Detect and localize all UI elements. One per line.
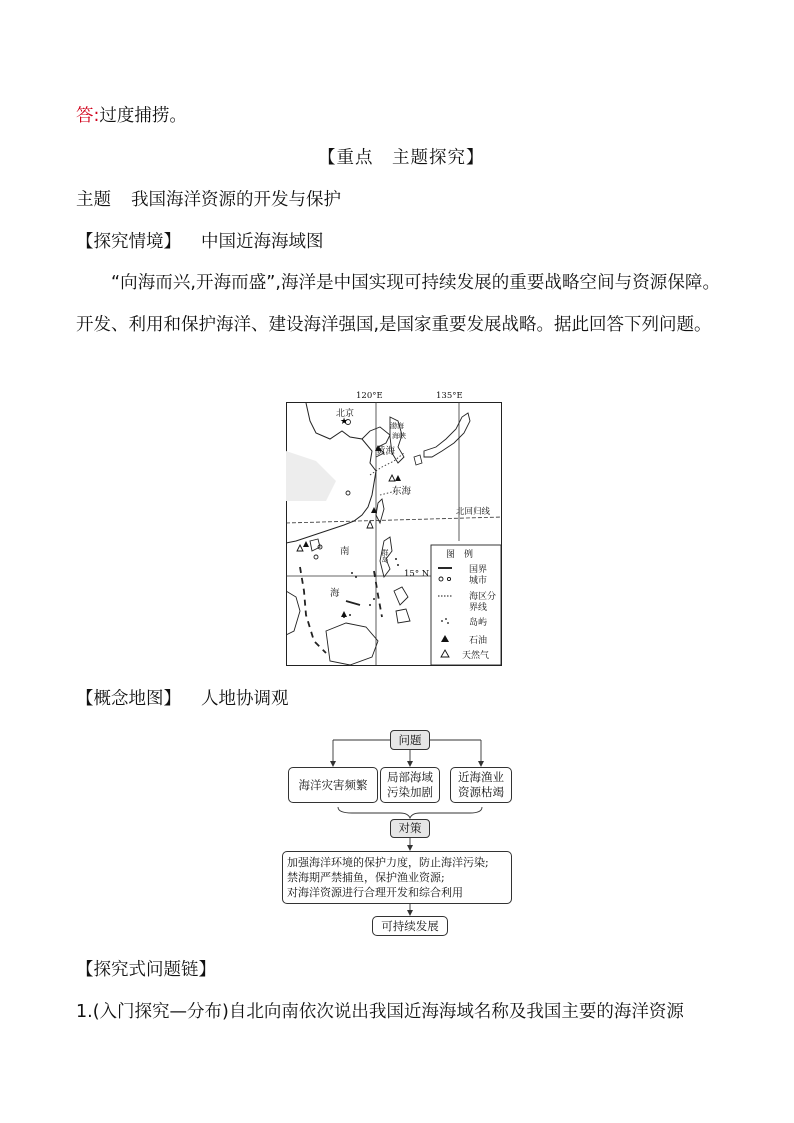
issue-node-disasters: 海洋灾害频繁 bbox=[288, 767, 378, 803]
measure-line-2: 禁海期严禁捕鱼，保护渔业资源; bbox=[287, 871, 445, 884]
beijing-label: 北京 bbox=[336, 409, 355, 419]
answer-line bbox=[76, 104, 187, 128]
legend-border: 国界 bbox=[469, 565, 488, 575]
intro-paragraph: “向海而兴,开海而盛”,海洋是中国实现可持续发展的重要战略空间与资源保障。开发、利用和保护海洋、建设海洋强国,是国家重要发展战略。据此回答下列问题。 bbox=[76, 273, 720, 335]
tropic-label: 北回归线 bbox=[456, 507, 491, 517]
concept-map-diagram bbox=[276, 725, 516, 940]
concept-label: 【概念地图】 bbox=[76, 689, 181, 709]
measure-line-3: 对海洋资源进行合理开发和综合利用 bbox=[287, 886, 463, 899]
scenario-line bbox=[76, 230, 324, 254]
concept-title: 人地协调观 bbox=[201, 689, 289, 709]
goal-node: 可持续发展 bbox=[372, 916, 448, 936]
legend-sea-boundary-2: 界线 bbox=[469, 603, 488, 613]
answer-text: 过度捕捞。 bbox=[99, 106, 187, 126]
issue-pollution-line1: 局部海域 bbox=[387, 770, 433, 784]
china-seas-map bbox=[286, 391, 502, 666]
question-chain-label: 【探究式问题链】 bbox=[76, 960, 216, 980]
topic-title: 我国海洋资源的开发与保护 bbox=[131, 190, 341, 210]
issue-node-pollution bbox=[380, 767, 440, 803]
issue-pollution-line2: 污染加剧 bbox=[387, 785, 433, 799]
south-sea-label-1: 南 bbox=[340, 546, 350, 557]
yellow-sea-label: 黄海 bbox=[376, 446, 396, 457]
measure-line-1: 加强海洋环境的保护力度，防止海洋污染; bbox=[287, 856, 489, 869]
section-title: 【重点 主题探究】 bbox=[318, 148, 485, 168]
legend-gas: 天然气 bbox=[462, 651, 490, 661]
legend-sea-boundary-1: 海区分 bbox=[469, 592, 497, 602]
topic-label: 主题 bbox=[76, 190, 111, 210]
issue-fishery-line1: 近海渔业 bbox=[458, 770, 504, 784]
beijing-star-icon: ★ bbox=[339, 417, 349, 427]
question-1: 1.(入门探究—分布)自北向南依次说出我国近海海域名称及我国主要的海洋资源 bbox=[76, 1002, 684, 1022]
legend-oil: 石油 bbox=[469, 636, 488, 646]
archipelago-label: 群岛 bbox=[381, 549, 389, 563]
lat-15-label: 15° N bbox=[404, 569, 430, 579]
concept-line bbox=[76, 687, 289, 711]
strait-label: 海峡 bbox=[392, 432, 406, 440]
issue-fishery-line2: 资源枯竭 bbox=[458, 785, 504, 799]
problem-node: 问题 bbox=[390, 730, 430, 750]
east-sea-label: 东海 bbox=[392, 486, 412, 497]
scenario-title: 中国近海海域图 bbox=[201, 232, 324, 252]
scenario-label: 【探究情境】 bbox=[76, 232, 181, 252]
legend-title: 图 例 bbox=[446, 550, 474, 560]
south-sea-label-2: 海 bbox=[330, 588, 340, 599]
lon-120-label: 120°E bbox=[356, 391, 383, 401]
measures-detail-node bbox=[282, 851, 512, 904]
legend-city: 城市 bbox=[469, 576, 488, 586]
legend-island: 岛屿 bbox=[469, 618, 488, 628]
topic-line bbox=[76, 188, 341, 212]
bohai-label: 渤海 bbox=[390, 422, 404, 430]
answer-prefix: 答: bbox=[76, 106, 100, 126]
issue-node-fishery bbox=[450, 767, 512, 803]
measures-node: 对策 bbox=[390, 819, 430, 838]
lon-135-label: 135°E bbox=[436, 391, 463, 401]
